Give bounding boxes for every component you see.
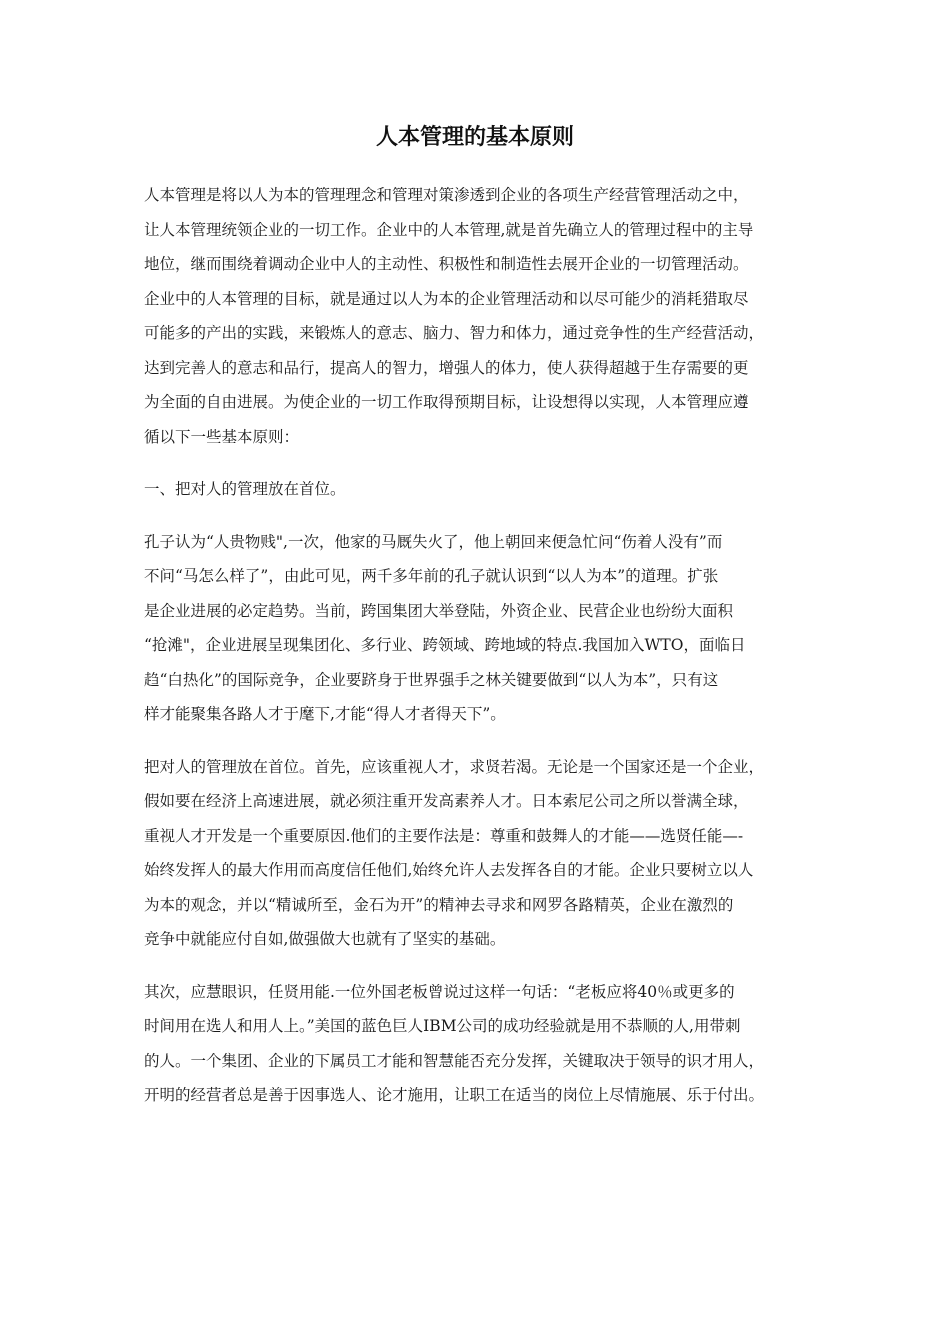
document-body [144,178,810,1131]
paragraph-talent: 把对人的管理放在首位。首先，应该重视人才，求贤若渴。无论是一个国家还是一个企业， 假如要在经济上高速进展，就必须注重开发高素养人才。日本索尼公司之所以誉满全球， 重视人才开发是一个重要原因.他们的主要作法是：尊重和鼓舞人的才能——选贤任能—- 始终发挥人的最大作用而高度信任他们,始终允许人去发挥各自的才能。企业只要树立以人 为本的观念，并以“精诚所至，金石为开”的精神去寻求和网罗各路精英，企业在激烈的 竞争中就能应付自如,做强做大也就有了坚实的基础。 [144,757,765,948]
paragraph-selection: 其次，应慧眼识，任贤用能.一位外国老板曾说过这样一句话：“老板应将40％或更多的 时间用在选人和用人上。”美国的蓝色巨人IBM公司的成功经验就是用不恭顺的人,用带刺 的人。一个集团、企业的下属员工才能和智慧能否充分发挥，关键取决于领导的识才用人， 开明的经营者总是善于因事选人、论才施用，让职工在适当的岗位上尽情施展、乐于付出。 [144,982,765,1104]
paragraph-intro: 人本管理是将以人为本的管理理念和管理对策渗透到企业的各项生产经营管理活动之中， 让人本管理统领企业的一切工作。企业中的人本管理,就是首先确立人的管理过程中的主导 地位，继而围绕着调动企业中人的主动性、积极性和制造性去展开企业的一切管理活动。 企业中的人本管理的目标，就是通过以人为本的企业管理活动和以尽可能少的消耗猎取尽 可能多的产出的实践，来锻炼人的意志、脑力、智力和体力，通过竞争性的生产经营活动， 达到完善人的意志和品行，提高人的智力，增强人的体力，使人获得超越于生存需要的更 为全面的自由进展。为使企业的一切工作取得预期目标，让设想得以实现，人本管理应遵 循以下一些基本原则： [144,186,765,446]
document-title: 人本管理的基本原则 [375,125,574,150]
paragraph-confucius: 孔子认为“人贵物贱",一次，他家的马厩失火了，他上朝回来便急忙问“伤着人没有”而 不问“马怎么样了”，由此可见，两千多年前的孔子就认识到“以人为本”的道理。扩张 是企业进展的必定趋势。当前，跨国集团大举登陆，外资企业、民营企业也纷纷大面积 “抢滩"，企业进展呈现集团化、多行业、跨领域、跨地域的特点.我国加入WTO，面临日 趋“白热化”的国际竞争，企业要跻身于世界强手之林关键要做到“以人为本”，只有这 样才能聚集各路人才于麾下,才能“得人才者得天下”。 [144,532,746,723]
section-heading-1: 一、把对人的管理放在首位。 [144,480,346,498]
